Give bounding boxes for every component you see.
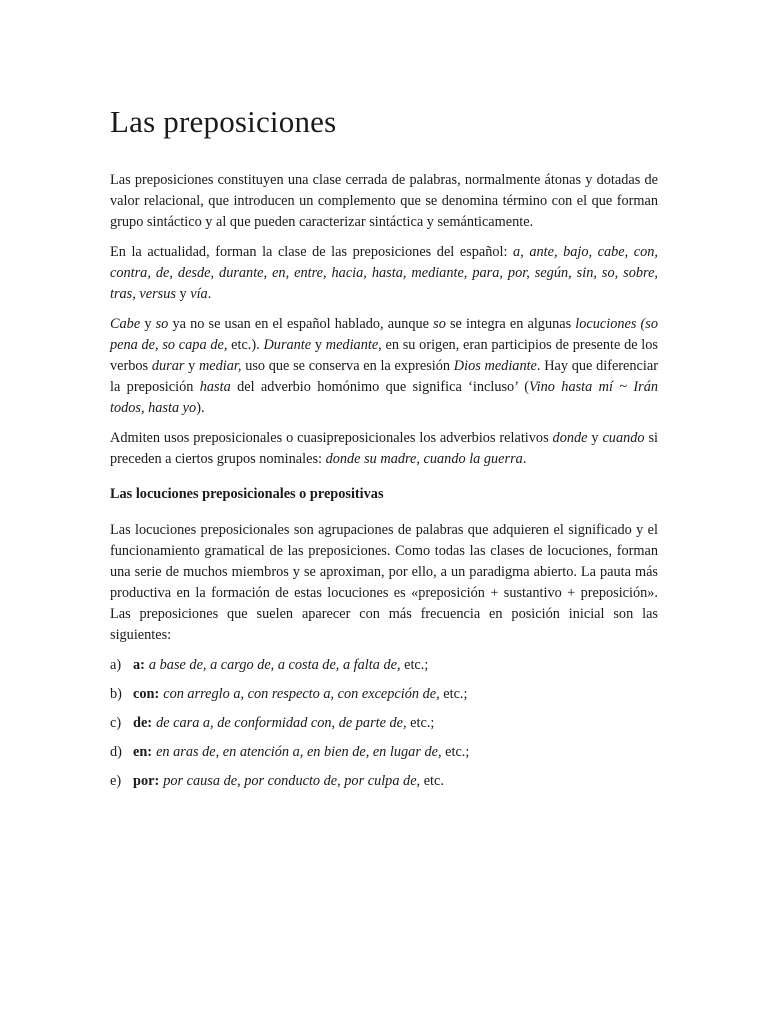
preposition-label: por: [133, 773, 160, 789]
list-item [110, 742, 658, 763]
list-item [110, 655, 658, 676]
list-marker: a) [110, 657, 122, 673]
example-text: por causa de, por conducto de, por culpa de, [163, 773, 421, 789]
italic-span: so [155, 316, 169, 332]
italic-span: donde [552, 430, 588, 446]
text-span: En la actualidad, forman la clase de las preposiciones del español: [110, 244, 514, 260]
text-span: . [207, 286, 212, 302]
document-body [110, 170, 658, 800]
paragraph-relative-adverbs [110, 428, 658, 470]
italic-span: so [433, 316, 446, 332]
italic-span: donde su madre, cuando la guerra [325, 451, 523, 467]
paragraph-locutions: Las locuciones preposicionales son agrupaciones de palabras que adquieren el significado y el funcionamiento gramatical de las preposiciones. Como todas las clases de locuciones, forman una serie de muchos miembros y se aproximan, por ello, a un paradigma abierto. La pauta más productiva en la formación de estas locuciones es «preposición + sustantivo + preposición». Las preposiciones que suelen aparecer con más frecuencia en posición inicial son las siguientes: [110, 522, 658, 643]
italic-span: Cabe [110, 316, 141, 332]
italic-span: durar [151, 358, 185, 374]
italic-span: vía [190, 286, 208, 302]
paragraph-definition: Las preposiciones constituyen una clase cerrada de palabras, normalmente átonas y dotadas de valor relacional, que introducen un complemento que se denomina término con el que forman grupo sintáctico y al que pueden caracterizar sintáctica y semánticamente. [110, 172, 658, 230]
list-item [110, 713, 658, 734]
text-span: ). [196, 400, 205, 416]
text-span: . [522, 451, 527, 467]
text-span: uso que se conserva en la expresión [241, 358, 454, 374]
text-span: se integra en algunas [445, 316, 576, 332]
text-span: etc.). [227, 337, 264, 353]
text-span: y [311, 337, 326, 353]
italic-span: Dios mediante [453, 358, 537, 374]
example-text: con arreglo a, con respecto a, con excepción de, [163, 686, 440, 702]
page-title: Las preposiciones [110, 104, 337, 139]
paragraph-inventory [110, 242, 658, 305]
text-span: etc.; [400, 657, 429, 673]
text-span: del adverbio homónimo que significa ‘incluso’ ( [230, 379, 530, 395]
text-span: y [184, 358, 199, 374]
text-span: etc.; [406, 715, 435, 731]
list-marker: e) [110, 773, 122, 789]
list-item [110, 684, 658, 705]
italic-span: locuciones (so pena de, so capa de, [110, 316, 659, 353]
list-marker: b) [110, 686, 122, 702]
text-span: si preceden a ciertos grupos nominales: [110, 430, 658, 467]
italic-span: mediar, [198, 358, 242, 374]
preposition-label: a: [133, 657, 145, 673]
text-span: etc.; [441, 744, 470, 760]
italic-span: hasta [199, 379, 231, 395]
paragraph-archaic-forms [110, 314, 658, 419]
italic-span: mediante [325, 337, 379, 353]
text-span: y [175, 286, 191, 302]
preposition-label: en: [133, 744, 153, 760]
text-span: Admiten usos preposicionales o cuasipreposicionales los adverbios relativos [110, 430, 553, 446]
italic-span: a, ante, bajo, cabe, con, contra, de, desde, durante, en, entre, hacia, hasta, mediante, para, por, según, sin, so, sobre, tras, versus [110, 244, 659, 302]
section-heading: Las locuciones preposicionales o prepositivas [110, 486, 384, 502]
text-span: y [587, 430, 603, 446]
example-text: en aras de, en atención a, en bien de, en lugar de, [156, 744, 442, 760]
text-span: ya no se usan en el español hablado, aunque [168, 316, 434, 332]
text-span: , en su origen, eran participios de presente de los verbos [110, 337, 658, 374]
example-text: de cara a, de conformidad con, de parte de, [156, 715, 407, 731]
list-marker: c) [110, 715, 122, 731]
text-span: . Hay que diferenciar la preposición [110, 358, 658, 395]
preposition-label: de: [133, 715, 153, 731]
list-item [110, 771, 658, 792]
italic-span: Durante [263, 337, 312, 353]
italic-span: cuando [602, 430, 645, 446]
list-marker: d) [110, 744, 122, 760]
text-span: etc.; [439, 686, 468, 702]
example-text: a base de, a cargo de, a costa de, a falta de, [148, 657, 401, 673]
text-span: etc. [420, 773, 444, 789]
italic-span: Vino hasta mí ~ Irán todos, hasta yo [110, 379, 658, 416]
locution-list [110, 655, 658, 792]
text-span: y [140, 316, 156, 332]
preposition-label: con: [133, 686, 160, 702]
